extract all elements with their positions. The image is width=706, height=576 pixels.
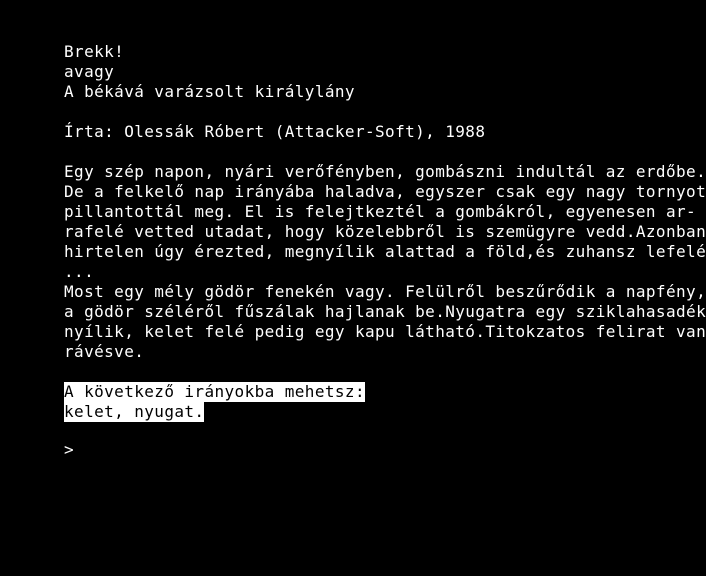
directions-list: kelet, nyugat. <box>64 402 205 421</box>
author-credit: Írta: Olessák Róbert (Attacker-Soft), 1988 <box>64 122 486 141</box>
story-line: Egy szép napon, nyári verőfényben, gombászni indultál az erdőbe. <box>64 162 706 181</box>
game-title-line-1: Brekk! <box>64 42 125 61</box>
story-line: rafelé vetted utadat, hogy közelebbről is szemügyre vedd.Azonban <box>64 222 706 241</box>
story-line: a gödör széléről fűszálak hajlanak be.Nyugatra egy sziklahasadék <box>64 302 706 321</box>
story-line: nyílik, kelet felé pedig egy kapu látható.Titokzatos felirat van <box>64 322 706 341</box>
prompt-symbol: > <box>64 440 74 459</box>
game-title-line-2: avagy <box>64 62 115 81</box>
story-line: pillantottál meg. El is felejtkeztél a gombákról, egyenesen ar- <box>64 202 697 221</box>
story-line: rávésve. <box>64 342 145 361</box>
command-prompt[interactable] <box>64 440 76 460</box>
directions-header: A következő irányokba mehetsz: <box>64 382 365 401</box>
story-line: ... <box>64 262 95 281</box>
story-line: hirtelen úgy érezted, megnyílik alattad a föld,és zuhansz lefelé <box>64 242 706 261</box>
story-line: Most egy mély gödör fenekén vagy. Felülről beszűrődik a napfény, <box>64 282 706 301</box>
game-title-line-3: A békává varázsolt királylány <box>64 82 355 101</box>
story-line: De a felkelő nap irányába haladva, egyszer csak egy nagy tornyot <box>64 182 706 201</box>
